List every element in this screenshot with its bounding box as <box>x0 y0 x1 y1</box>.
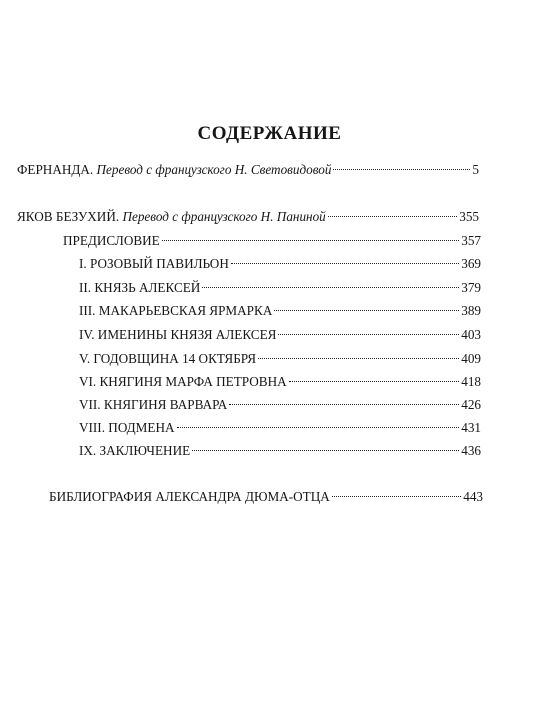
toc-entry-title: III. МАКАРЬЕВСКАЯ ЯРМАРКА <box>79 303 273 318</box>
dot-leader <box>333 169 470 170</box>
toc-entry-title: ПРЕДИСЛОВИЕ <box>63 233 160 248</box>
toc-entry-chapter-1 <box>79 255 481 273</box>
toc-entry-page: 426 <box>461 397 481 412</box>
toc-entry-chapter-5 <box>79 350 481 368</box>
toc-entry-page: 5 <box>472 162 479 177</box>
toc-entry-title: IV. ИМЕНИНЫ КНЯЗЯ АЛЕКСЕЯ <box>79 327 277 342</box>
toc-entry-page: 443 <box>463 489 483 504</box>
toc-entry-title: VIII. ПОДМЕНА <box>79 420 175 435</box>
toc-entry-page: 379 <box>461 280 481 295</box>
toc-entry-title: БИБЛИОГРАФИЯ АЛЕКСАНДРА ДЮМА-ОТЦА <box>49 489 330 504</box>
toc-entry-page: 431 <box>461 420 481 435</box>
toc-entry-page: 418 <box>461 374 481 389</box>
dot-leader <box>177 427 460 428</box>
toc-entry-translator: Перевод с французского Н. Световидовой <box>96 162 332 177</box>
toc-entry-yakov <box>17 208 479 226</box>
toc-entry-page: 403 <box>461 327 481 342</box>
dot-leader <box>274 310 459 311</box>
toc-entry-title: II. КНЯЗЬ АЛЕКСЕЙ <box>79 280 201 295</box>
toc-entry-bibliography <box>49 488 483 506</box>
toc-entry-page: 389 <box>461 303 481 318</box>
toc-entry-title: V. ГОДОВЩИНА 14 ОКТЯБРЯ <box>79 351 257 366</box>
toc-entry-page: 436 <box>461 443 481 458</box>
toc-entry-title: VII. КНЯГИНЯ ВАРВАРА <box>79 397 228 412</box>
dot-leader <box>229 404 459 405</box>
dot-leader <box>328 216 457 217</box>
toc-entry-preface <box>63 232 481 250</box>
toc-entry-chapter-2 <box>79 279 481 297</box>
toc-entry-chapter-6 <box>79 373 481 391</box>
toc-entry-page: 369 <box>461 256 481 271</box>
dot-leader <box>162 240 459 241</box>
toc-entry-chapter-4 <box>79 326 481 344</box>
toc-entry-title: IX. ЗАКЛЮЧЕНИЕ <box>79 443 191 458</box>
dot-leader <box>258 358 459 359</box>
toc-entry-fernanda <box>17 161 479 179</box>
dot-leader <box>289 381 460 382</box>
toc-entry-chapter-7 <box>79 396 481 414</box>
dot-leader <box>192 450 459 451</box>
page-title: СОДЕРЖАНИЕ <box>197 123 342 144</box>
toc-entry-translator: Перевод с французского Н. Паниной <box>122 209 326 224</box>
toc-entry-chapter-3 <box>79 302 481 320</box>
toc-entry-title: I. РОЗОВЫЙ ПАВИЛЬОН <box>79 256 229 271</box>
dot-leader <box>231 263 459 264</box>
dot-leader <box>278 334 459 335</box>
toc-entry-page: 355 <box>459 209 479 224</box>
toc-entry-title: ФЕРНАНДА. Перевод с французского Н. Световидовой <box>17 162 332 177</box>
toc-entry-chapter-8 <box>79 419 481 437</box>
toc-entry-chapter-9 <box>79 442 481 460</box>
dot-leader <box>332 496 461 497</box>
toc-entry-title: VI. КНЯГИНЯ МАРФА ПЕТРОВНА <box>79 374 287 389</box>
toc-entry-page: 357 <box>461 233 481 248</box>
toc-entry-page: 409 <box>461 351 481 366</box>
dot-leader <box>202 287 459 288</box>
toc-entry-title: ЯКОВ БЕЗУХИЙ. Перевод с французского Н. Паниной <box>17 209 326 224</box>
